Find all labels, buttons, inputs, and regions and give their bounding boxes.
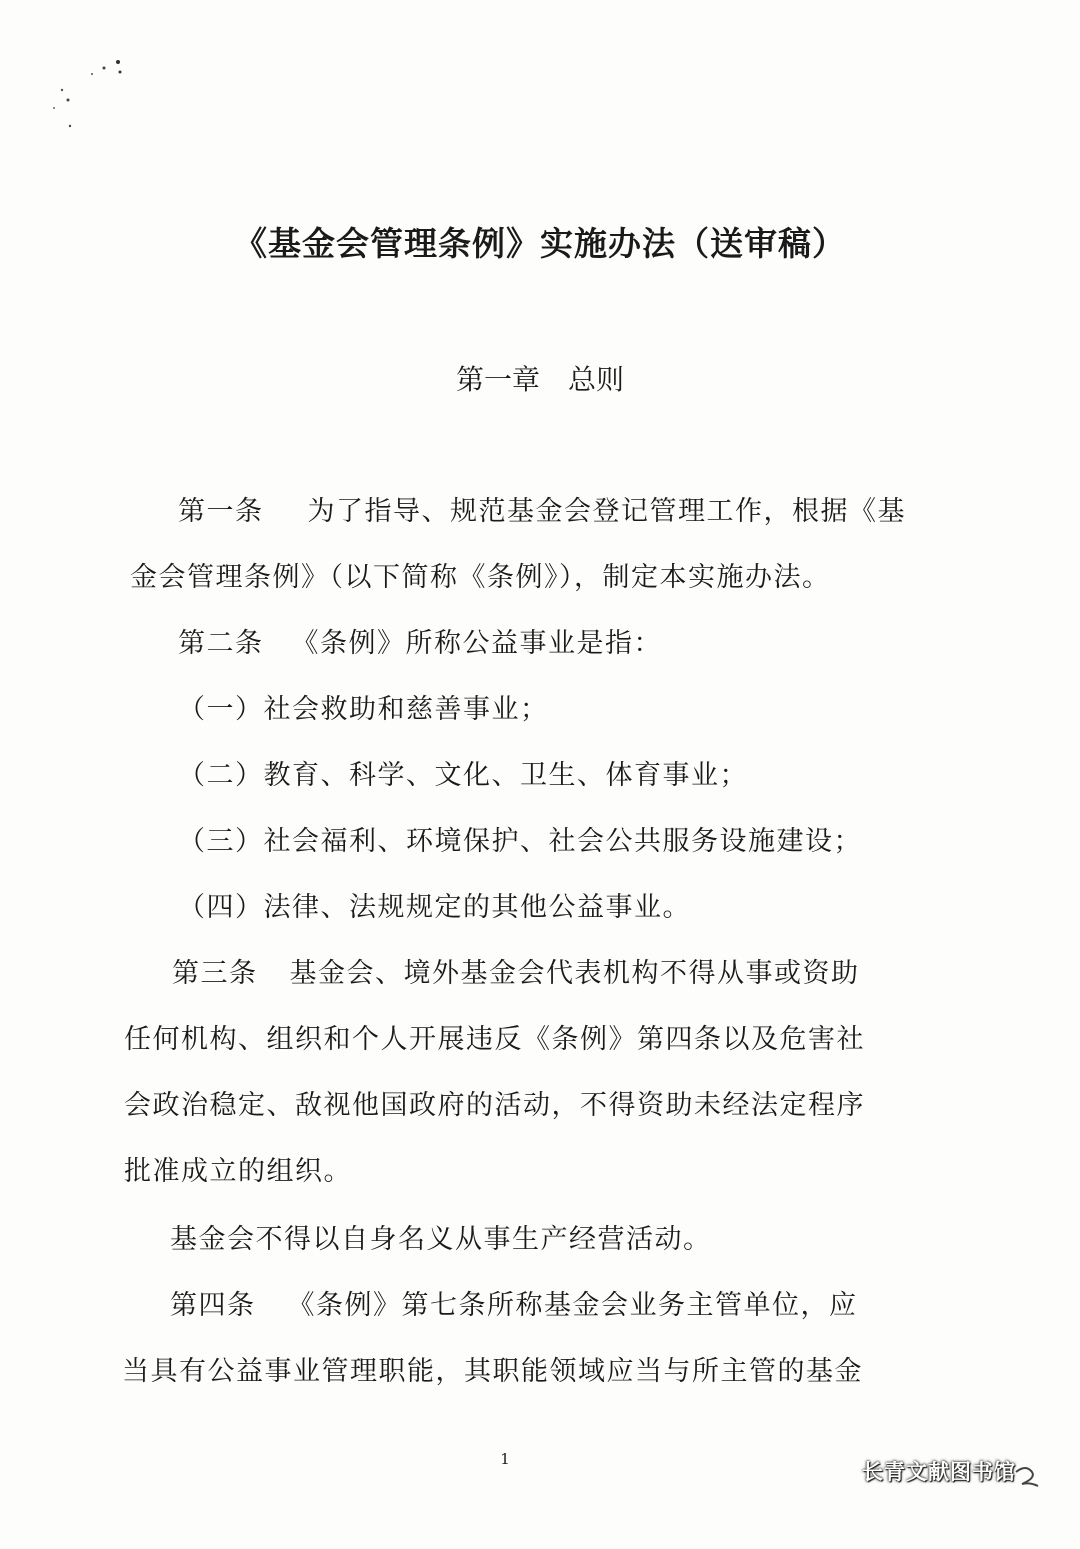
article-2-text-1: 《条例》所称公益事业是指： [291,628,662,659]
article-1-line-2 [130,564,831,591]
list-item-3: （三）社会福利、环境保护、社会公共服务设施建设； [178,826,862,857]
article-1-line-1 [178,498,906,525]
chapter-heading: 第一章 总则 [455,363,624,396]
paragraph-no-business: 基金会不得以自身名义从事生产经营活动。 [170,1224,712,1255]
article-2-label: 第二条 [178,628,264,659]
article-3-line-3: 会政治稳定、敌视他国政府的活动，不得资助未经法定程序 [124,1090,865,1121]
page-number: 1 [500,1450,510,1468]
article-3-text-1: 基金会、境外基金会代表机构不得从事或资助 [289,958,860,989]
watermark-label: 长青文献图书馆 [862,1460,1016,1484]
list-item-1: （一）社会救助和慈善事业； [178,694,549,725]
scan-specks-decoration [40,50,140,140]
article-2-line-1 [178,630,662,657]
article-3-label: 第三条 [172,958,258,989]
document-title: 《基金会管理条例》实施办法（送审稿） [234,224,846,263]
article-4-label: 第四条 [170,1290,256,1321]
article-4-line-1 [170,1292,858,1319]
article-1-text-2: 金会管理条例》（以下简称《条例》），制定本实施办法。 [130,562,831,593]
list-item-4: （四）法律、法规规定的其他公益事业。 [178,892,691,923]
article-4-line-2: 当具有公益事业管理职能，其职能领域应当与所主管的基金 [122,1356,863,1387]
handwritten-mark-icon [1012,1462,1042,1492]
list-item-2: （二）教育、科学、文化、卫生、体育事业； [178,760,748,791]
article-1-text-1: 为了指导、规范基金会登记管理工作，根据《基 [307,496,906,527]
article-3-line-2: 任何机构、组织和个人开展违反《条例》第四条以及危害社 [124,1024,865,1055]
article-4-text-1: 《条例》第七条所称基金会业务主管单位，应 [287,1290,858,1321]
article-3-line-4: 批准成立的组织。 [124,1156,352,1187]
article-3-line-1 [172,960,860,987]
article-1-label: 第一条 [178,496,264,527]
